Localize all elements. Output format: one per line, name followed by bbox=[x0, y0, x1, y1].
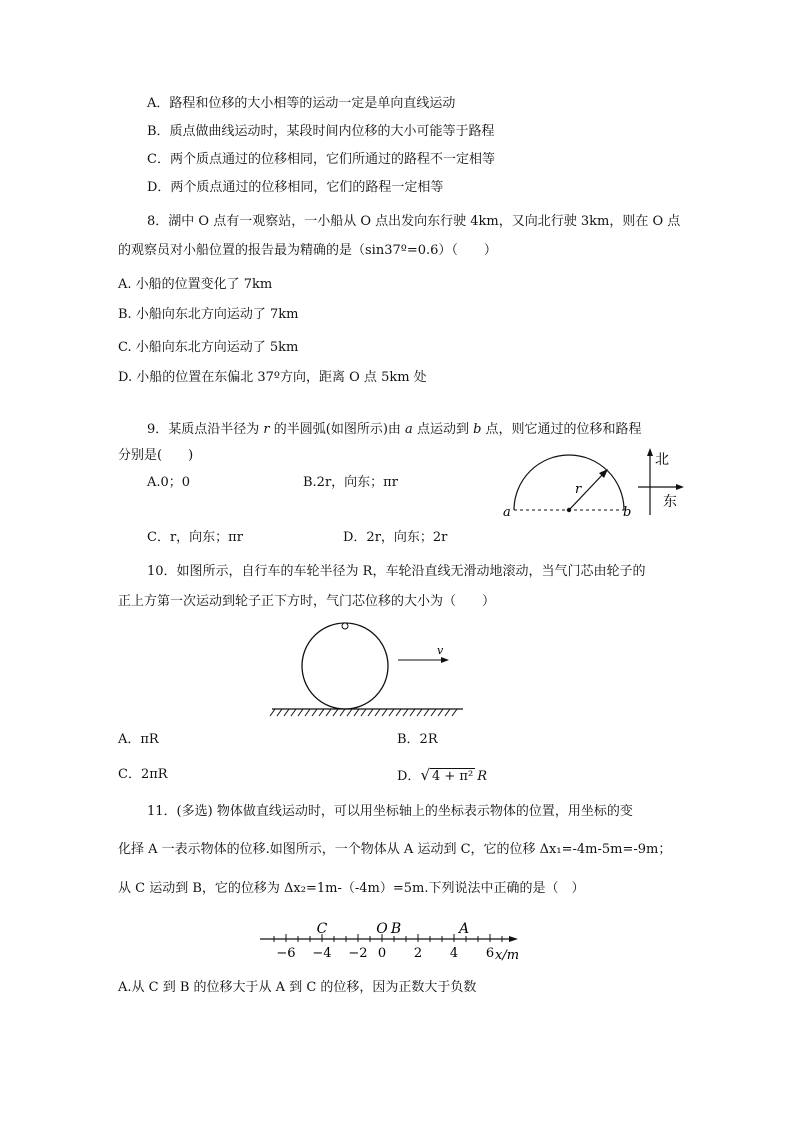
q8-option-b: B. 小船向东北方向运动了 7km bbox=[118, 307, 299, 322]
label-east: 东 bbox=[663, 494, 677, 510]
semicircle-arc bbox=[514, 455, 624, 510]
q7-option-d: D．两个质点通过的位移相同，它们的路程一定相等 bbox=[147, 180, 444, 195]
q9-option-d: D．2r，向东；2r bbox=[343, 530, 448, 545]
q9-stem-line1: 9．某质点沿半径为 r 的半圆弧(如图所示)由 a 点运动到 b 点，则它通过的位移和路程 bbox=[147, 422, 642, 437]
q7-option-a: A．路程和位移的大小相等的运动一定是单向直线运动 bbox=[147, 96, 456, 111]
point-label-c: C bbox=[316, 921, 328, 937]
q8-option-c: C. 小船向东北方向运动了 5km bbox=[118, 340, 299, 355]
sqrt-radicand: 4 + π² bbox=[432, 769, 474, 784]
q11-stem-line3: 从 C 运动到 B，它的位移为 Δx₂=1m-（-4m）=5m.下列说法中正确的是（ ） bbox=[118, 881, 585, 896]
q8-option-a: A. 小船的位置变化了 7km bbox=[118, 277, 273, 292]
tick-label: 0 bbox=[377, 946, 387, 961]
q9-option-c: C．r，向东；πr bbox=[147, 530, 243, 545]
tick-label: 6 bbox=[485, 946, 495, 961]
q9-option-b: B.2r，向东；πr bbox=[303, 475, 398, 490]
q10-option-a: A．πR bbox=[118, 732, 159, 747]
point-label-b: B bbox=[390, 921, 402, 937]
q11-stem-line1: 11．(多选) 物体做直线运动时，可以用坐标轴上的坐标表示物体的位置，用坐标的变 bbox=[147, 804, 633, 819]
q10-option-c: C．2πR bbox=[118, 767, 168, 782]
ground-hatching bbox=[270, 709, 457, 716]
point-label-o: O bbox=[376, 921, 388, 937]
q10-option-b: B．2R bbox=[397, 732, 438, 747]
q9-option-a: A.0；0 bbox=[147, 475, 191, 490]
number-line-figure bbox=[250, 915, 530, 965]
sqrt-sign: √ bbox=[420, 766, 430, 784]
label-v: v bbox=[437, 644, 444, 657]
q7-option-b: B．质点做曲线运动时，某段时间内位移的大小可能等于路程 bbox=[147, 124, 495, 139]
label-a: a bbox=[503, 505, 511, 520]
label-r: r bbox=[575, 482, 582, 497]
semicircle-figure bbox=[495, 440, 695, 525]
tick-label: −4 bbox=[312, 946, 332, 961]
tick-label: 4 bbox=[449, 946, 459, 961]
label-north: 北 bbox=[655, 452, 669, 468]
q11-stem-line2: 化择 A 一表示物体的位移.如图所示，一个物体从 A 运动到 C，它的位移 Δx₁=-4m-5m=-9m； bbox=[118, 842, 672, 857]
q9-stem-line2: 分别是( ) bbox=[118, 448, 194, 463]
wheel-figure bbox=[265, 618, 470, 720]
q8-option-d: D. 小船的位置在东偏北 37º方向，距离 O 点 5km 处 bbox=[118, 370, 427, 385]
label-b: b bbox=[623, 505, 632, 520]
q8-stem-line1: 8．湖中 O 点有一观察站，一小船从 O 点出发向东行驶 4km，又向北行驶 3km，则在 O 点 bbox=[147, 214, 681, 229]
velocity-arrowhead bbox=[441, 657, 449, 663]
east-arrowhead bbox=[676, 484, 684, 490]
wheel bbox=[302, 623, 388, 709]
tick-label: 2 bbox=[413, 946, 423, 961]
q10-stem-line2: 正上方第一次运动到轮子正下方时，气门芯位移的大小为（ ） bbox=[118, 594, 496, 609]
tick-label: −2 bbox=[348, 946, 368, 961]
q11-option-a: A.从 C 到 B 的位移大于从 A 到 C 的位移，因为正数大于负数 bbox=[118, 980, 477, 995]
tick-label: −6 bbox=[276, 946, 296, 961]
q8-stem-line2: 的观察员对小船位置的报告最为精确的是（sin37º=0.6）（ ） bbox=[118, 243, 497, 258]
north-arrowhead bbox=[647, 448, 653, 456]
point-label-a: A bbox=[458, 921, 470, 937]
q10-option-d: D．√ 4 + π² R bbox=[397, 766, 487, 784]
axis-unit-label: x/m bbox=[495, 948, 520, 963]
x-axis-arrowhead bbox=[509, 936, 518, 942]
q10-stem-line1: 10．如图所示，自行车的车轮半径为 R，车轮沿直线无滑动地滚动，当气门芯由轮子的 bbox=[147, 564, 646, 579]
q7-option-c: C．两个质点通过的位移相同，它们所通过的路程不一定相等 bbox=[147, 152, 495, 167]
valve-core bbox=[342, 623, 348, 629]
